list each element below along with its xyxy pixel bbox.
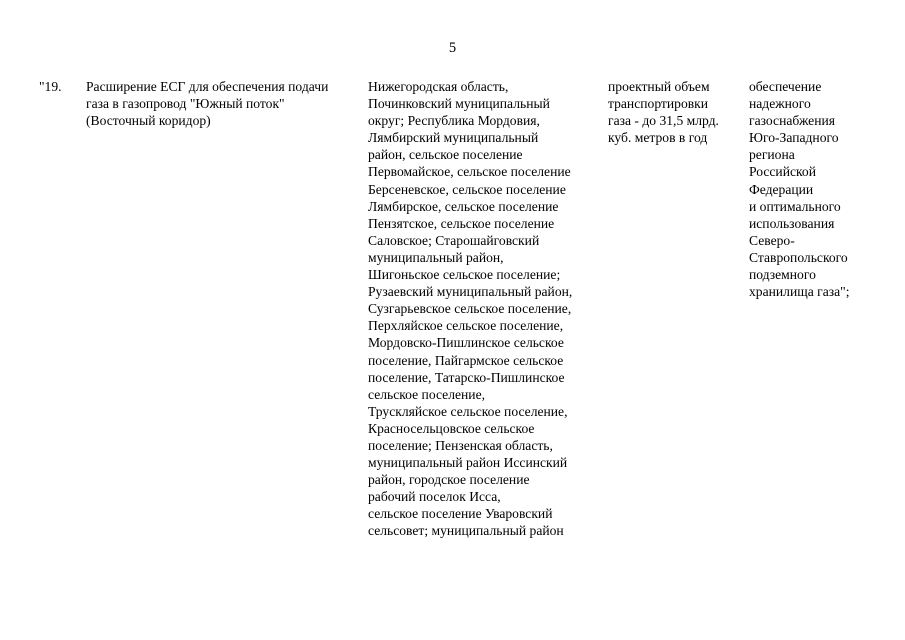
text-line: Первомайское, сельское поселение bbox=[368, 164, 571, 180]
text-line: Лямбирское, сельское поселение bbox=[368, 198, 559, 214]
text-line: Берсеневское, сельское поселение bbox=[368, 181, 566, 197]
text-line: Северо- bbox=[749, 232, 795, 248]
text-line: поселение, Татарско-Пишлинское bbox=[368, 369, 565, 385]
location-cell bbox=[368, 78, 600, 540]
text-line: Лямбирский муниципальный bbox=[368, 130, 539, 146]
text-line: район, сельское поселение bbox=[368, 147, 523, 163]
text-line: Саловское; Старошайговский bbox=[368, 232, 540, 248]
text-line: сельское поселение Уваровский bbox=[368, 506, 553, 522]
text-line: Перхляйское сельское поселение, bbox=[368, 318, 564, 334]
text-line: проектный объем bbox=[608, 79, 710, 94]
text-line: сельское поселение, bbox=[368, 386, 486, 402]
text-line: Российской bbox=[749, 164, 816, 180]
text-line: Расширение ЕСГ для обеспечения подачи bbox=[86, 79, 329, 94]
purpose-cell bbox=[749, 78, 879, 300]
text-line: газоснабжения bbox=[749, 113, 836, 129]
page-number: 5 bbox=[448, 40, 457, 56]
text-line: район, городское поселение bbox=[368, 472, 530, 488]
text-line: Мордовско-Пишлинское сельское bbox=[368, 335, 564, 351]
text-line: Ставропольского bbox=[749, 249, 848, 265]
text-line: и оптимального bbox=[749, 198, 841, 214]
text-line: округ; Республика Мордовия, bbox=[368, 113, 540, 129]
text-line: муниципальный район Иссинский bbox=[368, 455, 568, 471]
text-line: региона bbox=[749, 147, 795, 163]
text-line: Рузаевский муниципальный район, bbox=[368, 284, 573, 300]
text-line: Починковский муниципальный bbox=[368, 96, 550, 112]
text-line: рабочий поселок Исса, bbox=[368, 489, 501, 505]
text-line: газа в газопровод "Южный поток" bbox=[86, 96, 285, 112]
text-line: куб. метров в год bbox=[608, 130, 708, 146]
text-line: надежного bbox=[749, 96, 811, 112]
text-line: поселение, Пайгармское сельское bbox=[368, 352, 564, 368]
parameters-cell bbox=[608, 78, 740, 146]
text-line: Шигоньское сельское поселение; bbox=[368, 267, 561, 283]
text-line: Трускляйское сельское поселение, bbox=[368, 403, 568, 419]
text-line: Федерации bbox=[749, 181, 814, 197]
text-line: обеспечение bbox=[749, 79, 822, 94]
text-line: Красносельцовское сельское bbox=[368, 420, 535, 436]
row-number: "19. bbox=[39, 79, 62, 94]
object-name-cell bbox=[86, 78, 361, 129]
text-line: транспортировки bbox=[608, 96, 709, 112]
text-line: Пензятское, сельское поселение bbox=[368, 215, 555, 231]
text-line: использования bbox=[749, 215, 835, 231]
text-line: подземного bbox=[749, 267, 816, 283]
text-line: сельсовет; муниципальный район bbox=[368, 523, 564, 539]
text-line: хранилища газа"; bbox=[749, 284, 850, 300]
text-line: газа - до 31,5 млрд. bbox=[608, 113, 719, 129]
text-line: Нижегородская область, bbox=[368, 79, 509, 94]
text-line: муниципальный район, bbox=[368, 249, 504, 265]
text-line: Сузгарьевское сельское поселение, bbox=[368, 301, 572, 317]
text-line: (Восточный коридор) bbox=[86, 113, 211, 129]
text-line: Юго-Западного bbox=[749, 130, 839, 146]
text-line: поселение; Пензенская область, bbox=[368, 437, 553, 453]
